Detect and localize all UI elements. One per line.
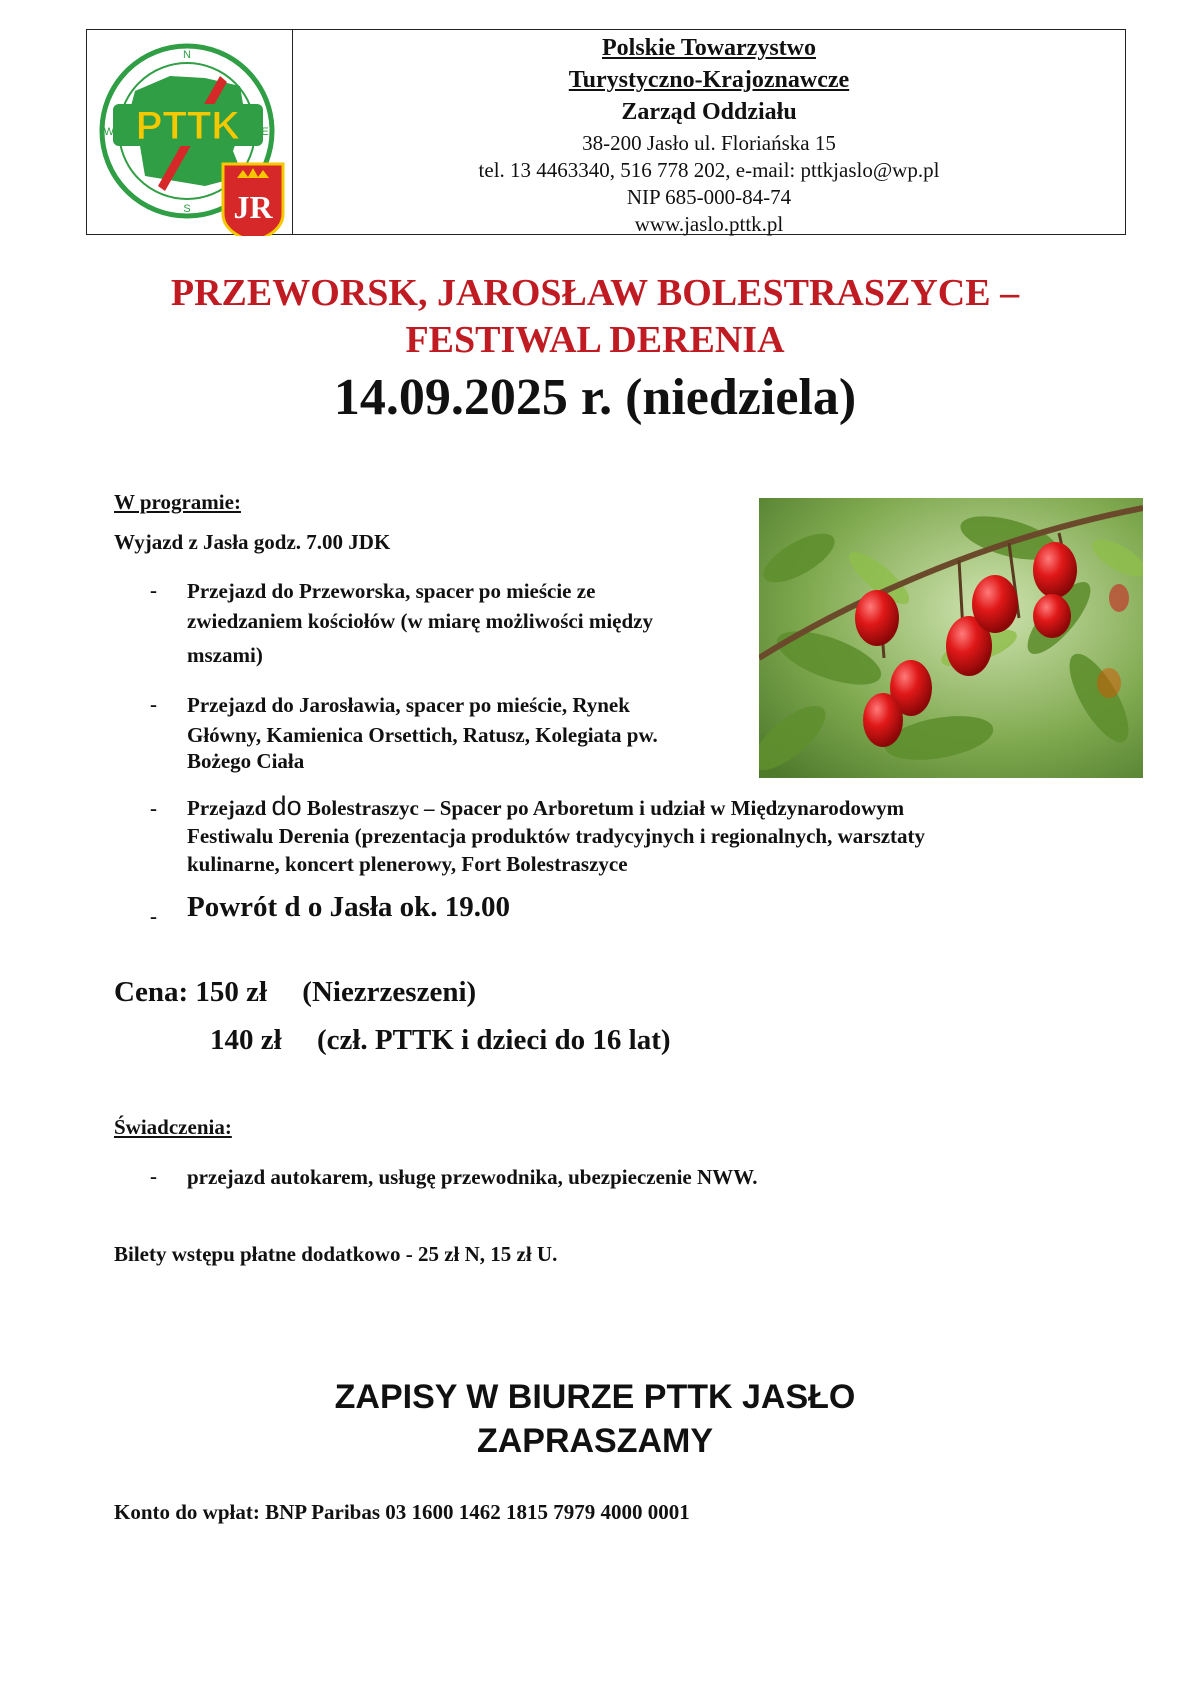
program-item-2-line3: Bożego Ciała: [187, 749, 305, 773]
program-item-2-line2: Główny, Kamienica Orsettich, Ratusz, Kolegiata pw.: [187, 723, 658, 747]
event-title: [0, 270, 1190, 364]
tickets-info: Bilety wstępu płatne dodatkowo - 25 zł N, 15 zł U.: [114, 1242, 558, 1266]
item-3-big-word: do: [271, 791, 302, 821]
org-contact: tel. 13 4463340, 516 778 202, e-mail: pttkjaslo@wp.pl: [478, 158, 940, 182]
event-date: 14.09.2025 r. (niedziela): [333, 369, 857, 426]
bullet-3: -: [150, 796, 157, 820]
price-member-note: (czł. PTTK i dzieci do 16 lat): [316, 1024, 671, 1056]
services-item: przejazd autokarem, usługę przewodnika, ubezpieczenie NWW.: [187, 1165, 758, 1189]
program-item-1: [187, 576, 653, 670]
program-item-2: [187, 690, 658, 776]
program-item-2-line1: Przejazd do Jarosławia, spacer po mieście, Rynek: [187, 693, 630, 717]
bullet-1: -: [150, 578, 157, 602]
org-name-line2: Turystyczno-Krajoznawcze: [568, 67, 850, 93]
bank-account: Konto do wpłat: BNP Paribas 03 1600 1462 1815 7979 4000 0001: [114, 1500, 690, 1524]
price-line-2: [210, 1024, 671, 1057]
pttk-logo: [95, 36, 285, 236]
coat-of-arms-icon: [223, 164, 283, 236]
event-title-line2: FESTIWAL DERENIA: [405, 319, 785, 361]
program-label: W programie:: [114, 490, 241, 514]
svg-text:JR: JR: [233, 189, 273, 225]
program-item-3: [187, 792, 925, 878]
org-address: 38-200 Jasło ul. Floriańska 15: [582, 131, 836, 155]
event-title-line1: PRZEWORSK, JAROSŁAW BOLESTRASZYCE –: [170, 272, 1020, 314]
program-item-4: Powrót d o Jasła ok. 19.00: [187, 891, 511, 923]
program-item-1-line2: zwiedzaniem kościołów (w miarę możliwości między: [187, 609, 653, 633]
logo-cell: [87, 30, 293, 234]
price-line-1: [114, 976, 476, 1009]
program-item-1-line1: Przejazd do Przeworska, spacer po mieście ze: [187, 579, 596, 603]
org-branch: Zarząd Oddziału: [621, 99, 797, 125]
services-label: Świadczenia:: [114, 1115, 232, 1139]
price-member: 140 zł: [210, 1024, 282, 1056]
letterhead: [86, 29, 1126, 235]
compass-s: S: [183, 203, 191, 215]
program-item-3-line3: kulinarne, koncert plenerowy, Fort Bolestraszyce: [187, 852, 628, 876]
bullet-services: -: [150, 1164, 157, 1188]
compass-e: E: [261, 126, 269, 138]
org-website: www.jaslo.pttk.pl: [634, 212, 784, 236]
program-item-1-line3: mszami): [187, 643, 263, 667]
signup-cta-line2: ZAPRASZAMY: [476, 1422, 714, 1460]
bullet-2: -: [150, 692, 157, 716]
departure-text: Wyjazd z Jasła godz. 7.00 JDK: [114, 530, 391, 554]
item-3-prefix: Przejazd: [187, 796, 272, 820]
organization-info: [293, 30, 1125, 238]
item-3-rest: Bolestraszyc – Spacer po Arboretum i udział w Międzynarodowym: [301, 796, 905, 820]
signup-cta: [0, 1375, 1190, 1463]
bullet-4: -: [150, 904, 157, 928]
signup-cta-line1: ZAPISY W BIURZE PTTK JASŁO: [334, 1378, 856, 1416]
compass-n: N: [183, 49, 191, 61]
org-name-line1: Polskie Towarzystwo: [601, 35, 816, 61]
org-nip: NIP 685-000-84-74: [626, 185, 792, 209]
price-normal-note: (Niezrzeszeni): [302, 976, 477, 1008]
program-item-3-line1: [187, 792, 925, 822]
price-normal: Cena: 150 zł: [114, 976, 268, 1008]
program-item-3-line2: Festiwalu Derenia (prezentacja produktów tradycyjnych i regionalnych, warsztaty: [187, 824, 926, 848]
compass-w: W: [103, 126, 115, 138]
cornelian-cherry-photo: [759, 498, 1143, 778]
logo-text: PTTK: [135, 104, 241, 148]
